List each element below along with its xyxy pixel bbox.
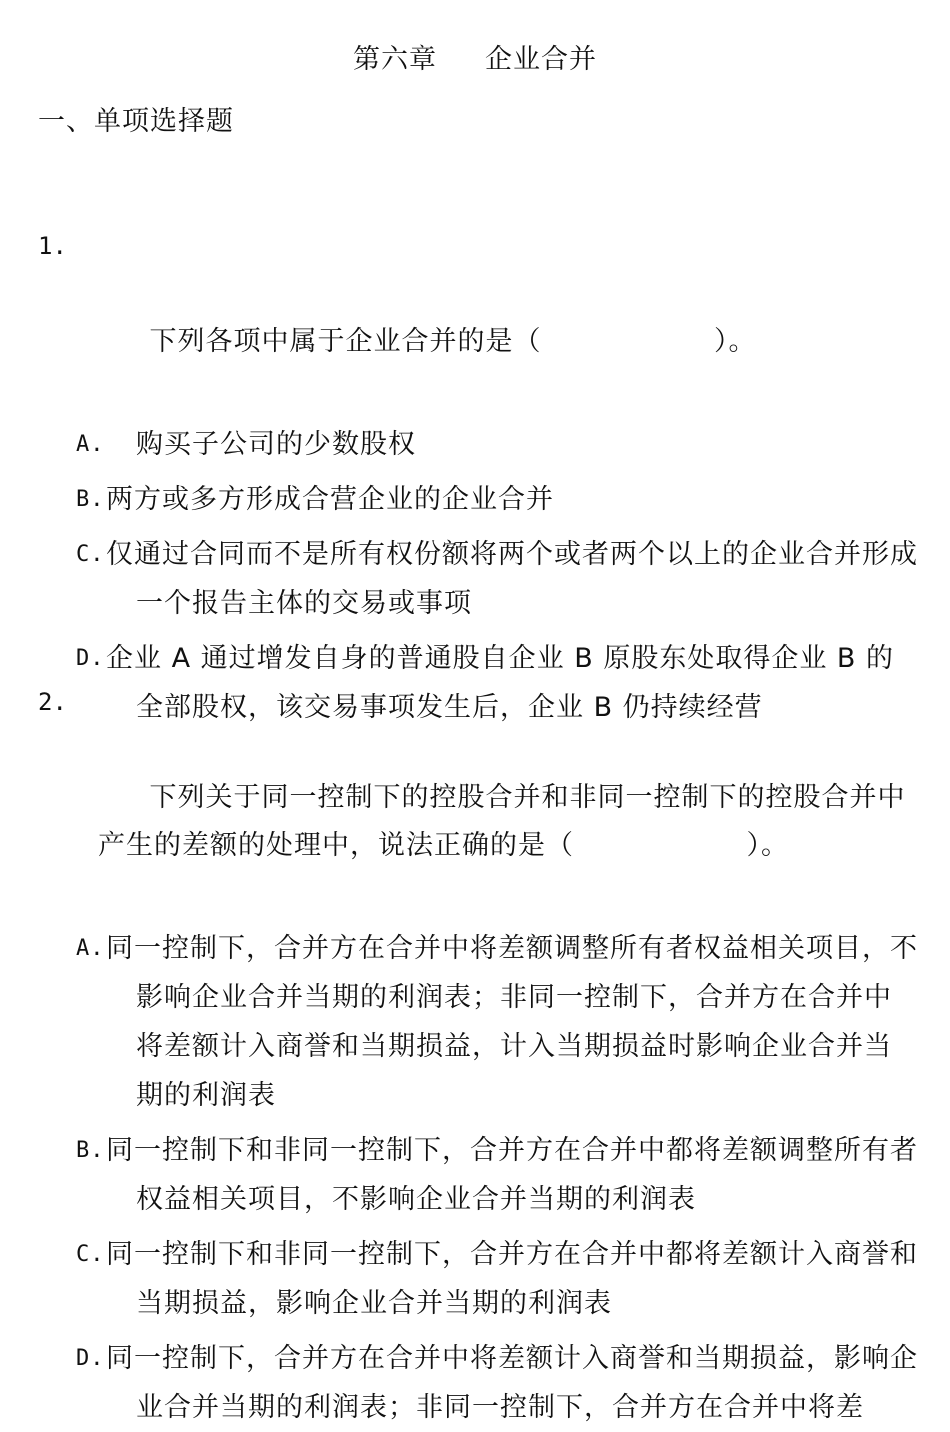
option-c [38, 530, 918, 628]
option-letter: C. [76, 542, 105, 567]
option-c [38, 1230, 918, 1328]
question-stem-text: 下列各项中属于企业合并的是（ ）。 [149, 326, 757, 357]
option-b [38, 1126, 918, 1224]
option-letter: B. [76, 1138, 105, 1163]
option-letter: A. [76, 936, 105, 961]
option-text: 购买子公司的少数股权 [136, 429, 416, 460]
question-number: 1. [38, 232, 67, 260]
option-text: 同一控制下，合并方在合并中将差额调整所有者权益相关项目，不影响企业合并当期的利润表；非同一控制下，合并方在合并中将差额计入商誉和当期损益，计入当期损益时影响企业合并当期的利润表 [106, 933, 918, 1111]
option-letter: A. [76, 432, 105, 457]
option-text: 仅通过合同而不是所有权份额将两个或者两个以上的企业合并形成一个报告主体的交易或事项 [106, 539, 918, 619]
option-letter: C. [76, 1242, 105, 1267]
chapter-title: 第六章 企业合并 [353, 44, 597, 75]
question-1 [38, 222, 918, 732]
question-stem-text: 下列关于同一控制下的控股合并和非同一控制下的控股合并中产生的差额的处理中，说法正确的是（ ）。 [98, 782, 906, 861]
option-letter: D. [76, 646, 105, 671]
option-letter: D. [76, 1346, 105, 1371]
option-letter: B. [76, 487, 105, 512]
option-a [38, 924, 918, 1120]
section-heading: 一、单项选择题 [38, 106, 234, 137]
question-stem [38, 222, 918, 414]
option-text: 企业 A 通过增发自身的普通股自企业 B 原股东处取得企业 B 的全部股权，该交易事项发生后，企业 B 仍持续经营 [106, 643, 895, 723]
option-d [38, 1334, 918, 1432]
option-list [38, 924, 918, 1432]
question-number: 2. [38, 688, 67, 716]
option-a [38, 420, 918, 469]
question-stem [38, 678, 918, 918]
option-text: 两方或多方形成合营企业的企业合并 [106, 484, 554, 515]
option-b [38, 475, 918, 524]
question-2 [38, 678, 918, 1432]
option-text: 同一控制下，合并方在合并中将差额计入商誉和当期损益，影响企业合并当期的利润表；非同一控制下，合并方在合并中将差 [106, 1343, 918, 1423]
option-text: 同一控制下和非同一控制下，合并方在合并中都将差额计入商誉和当期损益，影响企业合并当期的利润表 [106, 1239, 918, 1319]
option-text: 同一控制下和非同一控制下，合并方在合并中都将差额调整所有者权益相关项目，不影响企业合并当期的利润表 [106, 1135, 918, 1215]
